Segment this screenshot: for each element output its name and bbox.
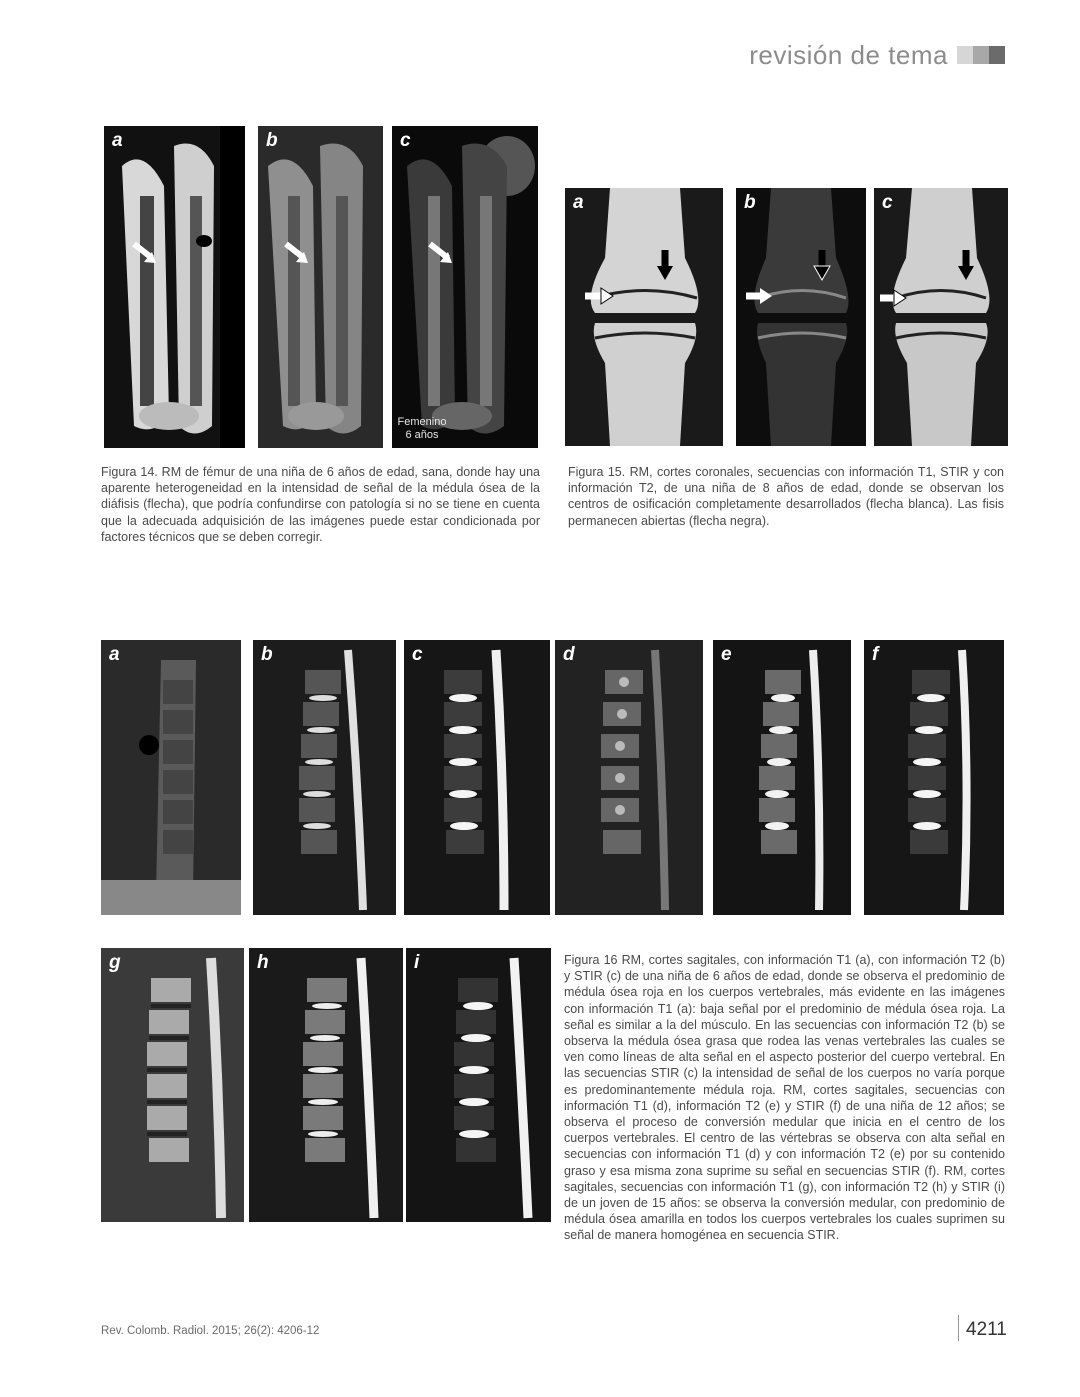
fig16-label-f: f	[872, 644, 879, 665]
fig16-label-b: b	[261, 644, 273, 665]
fig16-panel-c	[404, 640, 550, 915]
fig16-label-e: e	[721, 644, 732, 665]
section-title: revisión de tema	[749, 40, 948, 70]
fig15-panel-b	[736, 188, 866, 446]
fig14-label-c: c	[400, 130, 411, 151]
fig14-panel-c	[392, 126, 538, 448]
journal-citation: Rev. Colomb. Radiol. 2015; 26(2): 4206-12	[101, 1325, 320, 1337]
fig16-label-a: a	[109, 644, 120, 665]
fig15-label-c: c	[882, 192, 893, 213]
fig16-label-c: c	[412, 644, 423, 665]
fig16-panel-e	[713, 640, 851, 915]
fig16-panel-h	[249, 948, 403, 1222]
fig15-panel-a	[565, 188, 723, 446]
fig16-panel-g	[101, 948, 244, 1222]
fig16-label-h: h	[257, 952, 269, 973]
fig15-panel-c	[874, 188, 1008, 446]
page-number: 4211	[966, 1319, 1007, 1340]
fig14-overlay-text: Femenino 6 años	[397, 416, 447, 441]
footer-divider	[958, 1315, 959, 1341]
fig14-label-a: a	[112, 130, 123, 151]
figure15-caption: Figura 15. RM, cortes coronales, secuencias con información T1, STIR y con información T2, de una niña de 8 años de edad, donde se observan los centros de osificación completamente desarrollados (flecha blanca). Las fisis permanecen abiertas (flecha negra).	[568, 465, 1004, 528]
fig14-label-b: b	[266, 130, 278, 151]
fig16-panel-d	[555, 640, 703, 915]
header-decoration	[957, 46, 1005, 64]
fig16-label-d: d	[563, 644, 575, 665]
fig16-panel-a	[101, 640, 241, 915]
fig15-label-b: b	[744, 192, 756, 213]
fig15-label-a: a	[573, 192, 584, 213]
fig14-panel-a	[104, 126, 245, 448]
figure14-caption: Figura 14. RM de fémur de una niña de 6 años de edad, sana, donde hay una aparente heterogeneidad en la intensidad de señal de la médula ósea de la diáfisis (flecha), que podría confundirse con patología si no se tiene en cuenta que la adecuada adquisición de las imágenes puede estar condicionada por factores técnicos que se deben corregir.	[101, 465, 540, 544]
fig16-panel-i	[406, 948, 551, 1222]
fig16-panel-b	[253, 640, 396, 915]
fig16-label-i: i	[414, 952, 420, 973]
fig16-panel-f	[864, 640, 1004, 915]
fig16-label-g: g	[109, 952, 121, 973]
figure16-caption: Figura 16 RM, cortes sagitales, con información T1 (a), con información T2 (b) y STIR (c) de una niña de 6 años de edad, donde se observa el predominio de médula ósea roja en los cuerpos vertebrales, más evidente en las imágenes con información T1 (a): baja señal por el predominio de médula ósea roja. La señal es similar a la del músculo. En las secuencias con información T2 (b) se observa la médula ósea grasa que rodea las venas vertebrales las cuales se ven como líneas de alta señal en el aspecto posterior del cuerpo vertebral. En las secuencias STIR (c) la intensidad de señal de los cuerpos no varía porque es predominantemente médula roja. RM, cortes sagitales, secuencias con información T1 (d), información T2 (e) y STIR (f) de una niña de 12 años; se observa el proceso de conversión medular que inicia en el centro de los cuerpos vertebrales. El centro de las vértebras se observa con alta señal en secuencias con información T1 (d) y con información T2 (e) por su contenido graso y esa misma zona suprime su señal en secuencias STIR (f). RM, cortes sagitales, secuencias con información T1 (g), con información T2 (h) y STIR (i) de un joven de 15 años: se observa la conversión medular, con predominio de médula ósea amarilla en todos los cuerpos vertebrales los cuales suprimen su señal de manera homogénea en secuencia STIR.	[564, 953, 1005, 1243]
fig14-panel-b	[258, 126, 383, 448]
